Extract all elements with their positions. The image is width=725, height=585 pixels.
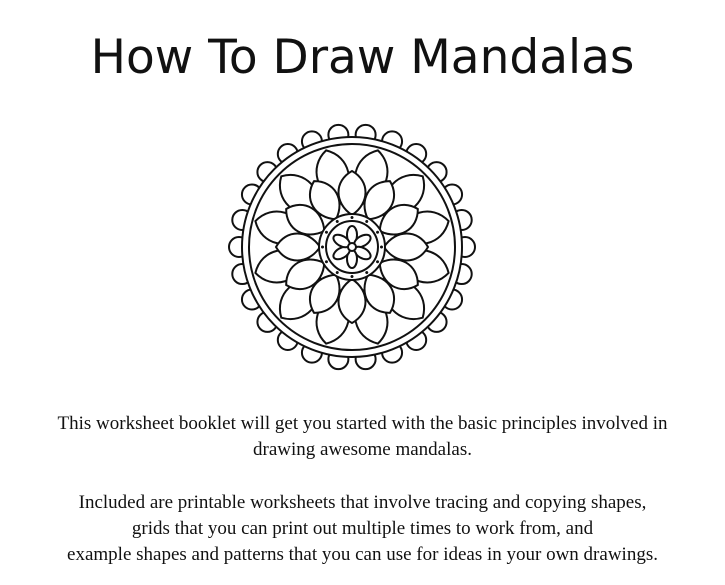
ring-dot xyxy=(336,220,339,223)
ring-dot xyxy=(365,271,368,274)
details-line: example shapes and patterns that you can use for ideas in your own drawings. xyxy=(67,544,658,565)
ring-dot xyxy=(336,271,339,274)
intro-line: This worksheet booklet will get you started with the basic principles involved in xyxy=(57,413,668,434)
intro-line: drawing awesome mandalas. xyxy=(253,439,472,460)
ring-dot xyxy=(321,246,324,249)
intro-paragraph xyxy=(20,411,705,463)
ring-dot xyxy=(325,260,328,263)
details-paragraph xyxy=(20,490,705,568)
details-line: grids that you can print out multiple times to work from, and xyxy=(131,518,594,539)
details-line: Included are printable worksheets that involve tracing and copying shapes, xyxy=(78,492,647,513)
ring-dot xyxy=(376,231,379,234)
ring-dot xyxy=(365,220,368,223)
mandala-illustration xyxy=(227,122,477,372)
page-title: How To Draw Mandalas xyxy=(90,30,635,85)
mandala-icon xyxy=(227,122,477,372)
ring-dot xyxy=(380,246,383,249)
ring-dot xyxy=(351,216,354,219)
ring-dot xyxy=(351,275,354,278)
ring-dot xyxy=(376,260,379,263)
center-flower-core xyxy=(348,243,356,251)
ring-dot xyxy=(325,231,328,234)
